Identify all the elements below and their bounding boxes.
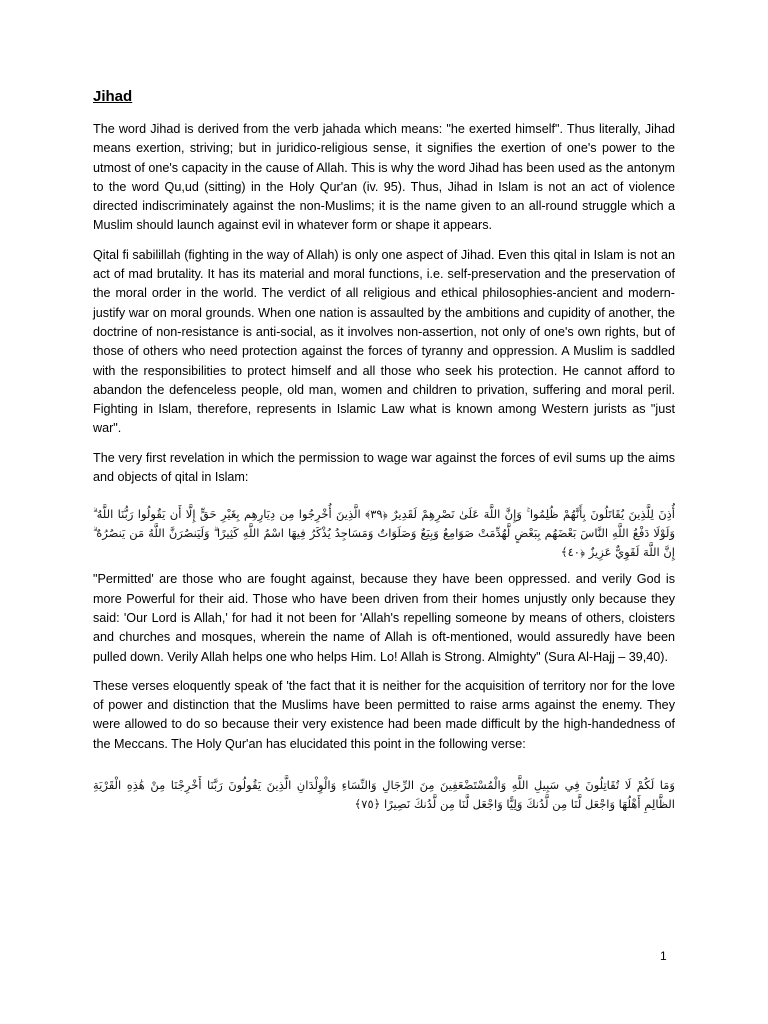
translation-hajj: "Permitted' are those who are fought against, because they have been oppressed. and verily God is more Powerful for their aid. Those who have been driven from their homes unjustly only because they said: 'Our Lord is Allah,' for had it not been for 'Allah's repelling someone by means of others, cloisters and churches and mosques, wherein the name of Allah is oft-mentioned, would assuredly have been pulled down. Verily Allah helps one who helps Him. Lo! Allah is Strong. Almighty" (Sura Al-Hajj – 39,40). bbox=[93, 572, 675, 664]
paragraph-verses-explanation: These verses eloquently speak of 'the fact that it is neither for the acquisition of territory nor for the love of power and distinction that the Muslims have been permitted to raise arms against the enemy. They were allowed to do so because their very existence had been made difficult by the high-handedness of the Meccans. The Holy Qur'an has elucidated this point in the following verse: bbox=[93, 678, 675, 751]
page-number: 1 bbox=[660, 949, 667, 963]
paragraph-revelation-intro: The very first revelation in which the permission to wage war against the forces of evil sums up the aims and objects of qital in Islam: bbox=[93, 450, 675, 485]
arabic-verse-hajj: أُذِنَ لِلَّذِينَ يُقَاتَلُونَ بِأَنَّهُمْ ظُلِمُوا ۚ وَإِنَّ اللَّهَ عَلَىٰ نَصْرِهِمْ لَقَدِيرٌ ﴿٣٩﴾ الَّذِينَ أُخْرِجُوا مِن دِيَارِهِم بِغَيْرِ حَقٍّ إِلَّا أَن يَقُولُوا رَبُّنَا اللَّهُ ۗ وَلَوْلَا دَفْعُ اللَّهِ النَّاسَ بَعْضَهُم بِبَعْضٍ لَّهُدِّمَتْ صَوَامِعُ وَبِيَعٌ وَصَلَوَاتٌ وَمَسَاجِدُ يُذْكَرُ فِيهَا اسْمُ اللَّهِ كَثِيرًا ۗ وَلَيَنصُرَنَّ اللَّهُ مَن يَنصُرُهُ ۗ إِنَّ اللَّهَ لَقَوِيٌّ عَزِيزٌ ﴿٤٠﴾ bbox=[93, 507, 675, 560]
paragraph-qital: Qital fi sabilillah (fighting in the way of Allah) is only one aspect of Jihad. Even this qital in Islam is not an act of mad brutality. It has its material and moral functions, i.e. self-preservation and the preservation of the moral order in the world. The verdict of all religious and ethical philosophies-ancient and modern-justify war on moral grounds. When one nation is assaulted by the ambitions and cupidity of another, the doctrine of non-resistance is anti-social, as it involves non-assertion, not only of one's own rights, but of those of others who need protection against the forces of tyranny and oppression. A Muslim is saddled with the responsibilities to protect himself and all those who seek his protection. He cannot afford to abandon the defenceless people, old man, women and children to privation, suffering and moral peril. Fighting in Islam, therefore, represents in Islamic Law what is known among Western jurists as "just war". bbox=[93, 247, 675, 436]
document-page bbox=[93, 86, 675, 822]
paragraph-definition: The word Jihad is derived from the verb jahada which means: "he exerted himself". Thus literally, Jihad means exertion, striving; but in juridico-religious sense, it signifies the exertion of one's power to the utmost of one's capacity in the cause of Allah. This is why the word Jihad has been used as the antonym to the word Qu,ud (sitting) in the Holy Qur'an (iv. 95). Thus, Jihad in Islam is not an act of violence directed indiscriminately against the non-Muslims; it is the name given to an all-round struggle which a Muslim should launch against evil in whatever form or shape it appears. bbox=[93, 122, 675, 233]
arabic-verse-nisa: وَمَا لَكُمْ لَا تُقَاتِلُونَ فِي سَبِيلِ اللَّهِ وَالْمُسْتَضْعَفِينَ مِنَ الرِّجَالِ وَالنِّسَاءِ وَالْوِلْدَانِ الَّذِينَ يَقُولُونَ رَبَّنَا أَخْرِجْنَا مِنْ هَٰذِهِ الْقَرْيَةِ الظَّالِمِ أَهْلُهَا وَاجْعَل لَّنَا مِن لَّدُنكَ وَلِيًّا وَاجْعَل لَّنَا مِن لَّدُنكَ نَصِيرًا ﴿٧٥﴾ bbox=[93, 778, 675, 812]
document-title: Jihad bbox=[93, 88, 133, 105]
